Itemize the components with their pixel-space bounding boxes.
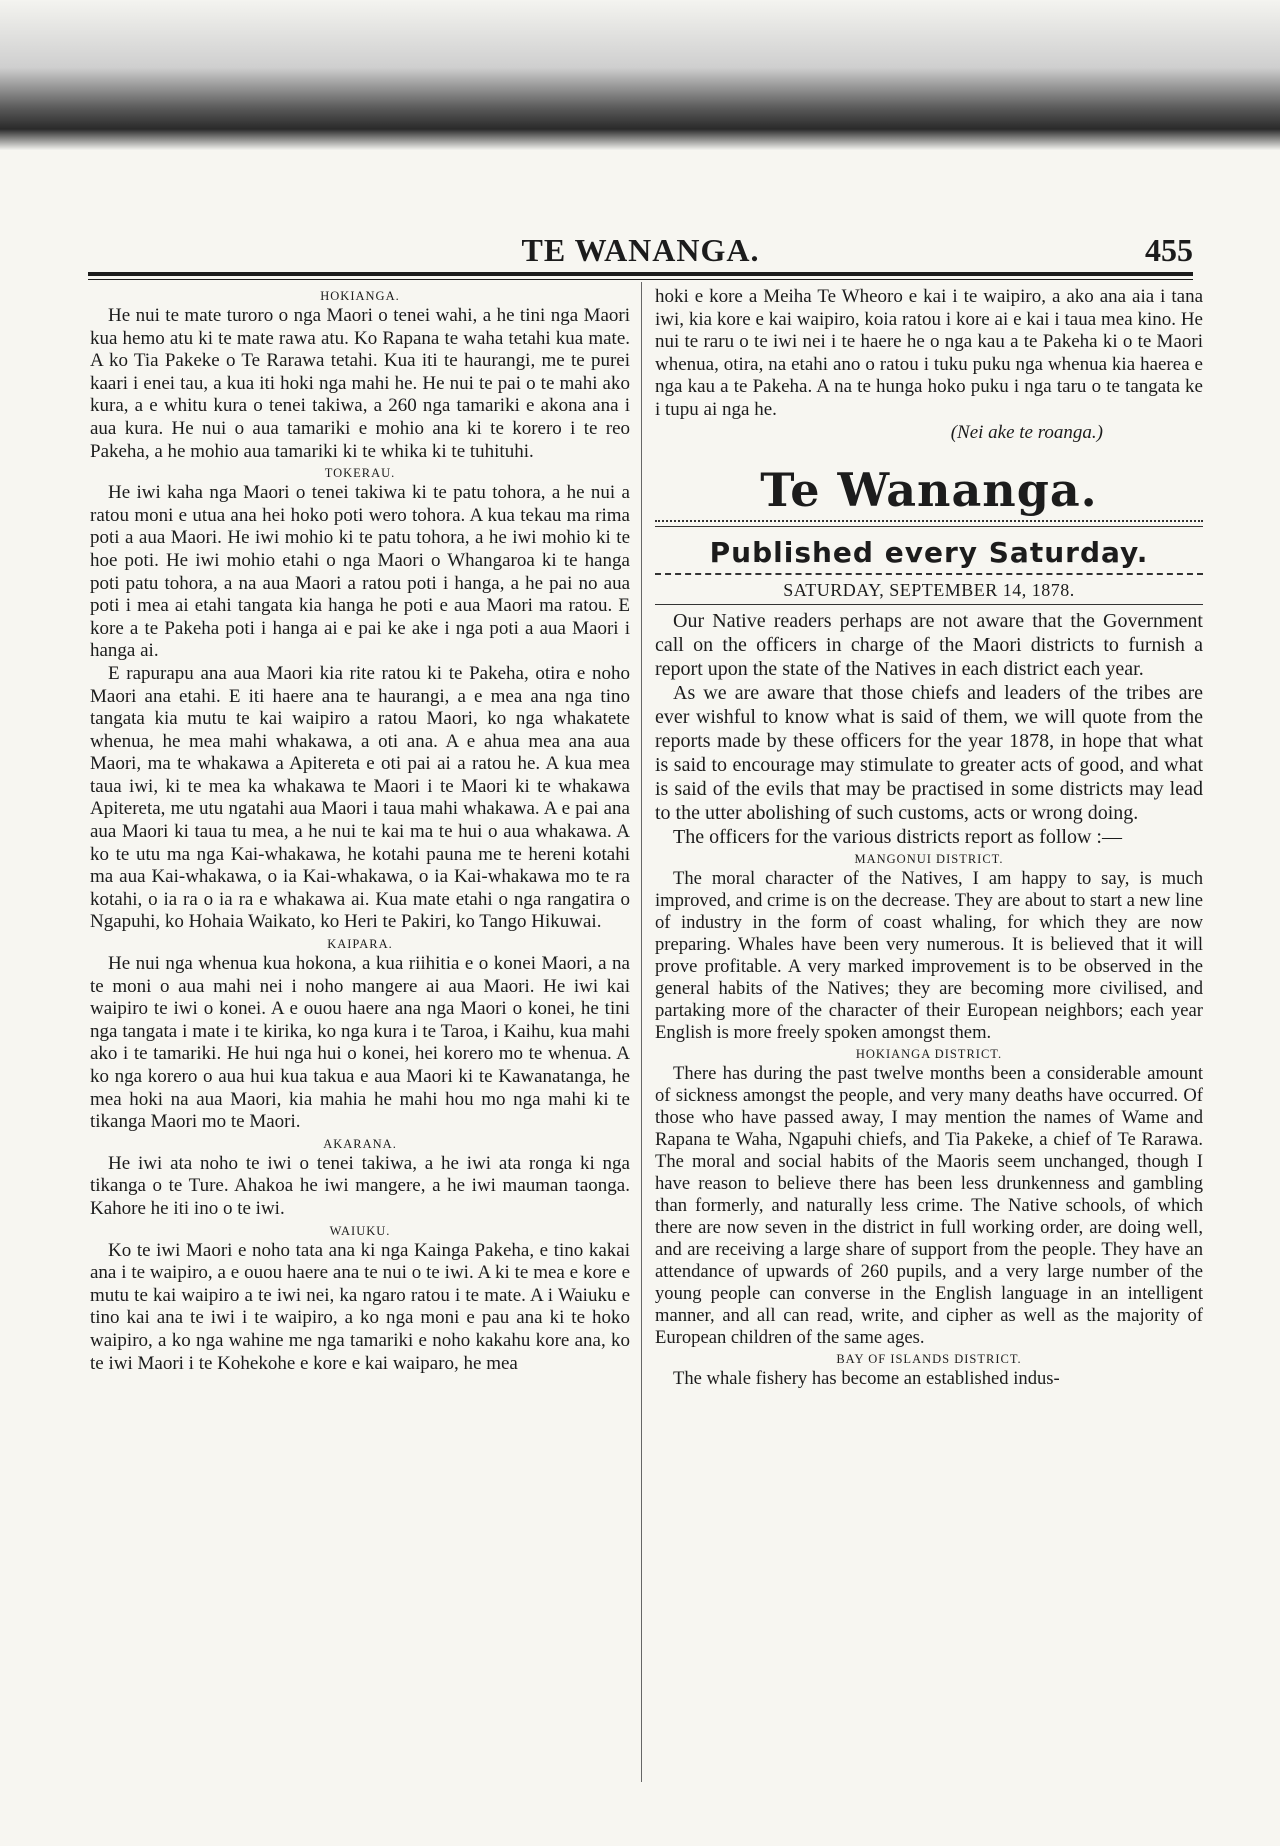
page-header xyxy=(88,232,1193,268)
editorial-paragraph-2: As we are aware that those chiefs and leaders of the tribes are ever wishful to know what is said of them, we will quote from the reports made by these officers for the year 1878, in hope that what is said to encourage may stimulate to greater acts of good, and what is said of the evils that may be practised in some districts may lead to the utter abolishing of such customs, acts or wrong doing. xyxy=(655,681,1203,824)
paragraph-continuation: hoki e kore a Meiha Te Wheoro e kai i te waipiro, a ako ana aia i tana iwi, kia kore e kai waipiro, koia ratou i kore ai e kai i taua mea kino. He nui te raru o te iwi nei i te haere he o nga kau a te Pakeha ki o te Maori whenua, otira, na etahi ano o ratou i tuku puku nga whenua kia haerea e nga kau a te Pakeha. A na te hunga hoko puku i nga taru o te tangata ke i tupu ai nga he. xyxy=(655,286,1203,420)
paragraph-hokianga: He nui te mate turoro o nga Maori o tenei wahi, a he tini nga Maori kua hemo atu ki te mate rawa atu. Ko Rapana te waha tetahi kua mate. A ko Tia Pakeke o Te Rarawa tetahi. Kua iti te haurangi, me te purei kaari i enei tau, a kua iti hoki nga mahi he. He nui te pai o te mahi ako kura, a e whitu kura o tenei takiwa, a 260 nga tamariki e akona ana i aua kura. He nui o aua tamariki e mohio ana ki te korero i te reo Pakeha, a he mohio aua tamariki ki te whika ki te tuhituhi. xyxy=(90,305,630,462)
paragraph-akarana: He iwi ata noho te iwi o tenei takiwa, a he iwi ata ronga ki nga tikanga o te Ture. Ahakoa he iwi mangere, a he iwi mauman taonga. Kahore he iti ino o te iwi. xyxy=(90,1152,630,1219)
section-heading-akarana: AKARANA. xyxy=(323,1136,397,1151)
editorial-paragraph-1: Our Native readers perhaps are not aware that the Government call on the officers in charge of the Maori districts to furnish a report upon the state of the Natives in each district each year. xyxy=(655,609,1203,680)
section-heading-hokianga-district: HOKIANGA DISTRICT. xyxy=(855,1046,1003,1061)
dateline: SATURDAY, SEPTEMBER 14, 1878. xyxy=(783,579,1075,600)
section-heading-bay-of-islands: BAY OF ISLANDS DISTRICT. xyxy=(836,1351,1022,1366)
header-rule-thin xyxy=(88,279,1193,280)
paragraph-waiuku: Ko te iwi Maori e noho tata ana ki nga Kainga Pakeha, e tino kakai ana i te waipiro, a e ouou haere ana te nui o te iwi. A ki te mea e kore e mutu te kai waipiro a te iwi nei, ka ngaro ratou i te mate. A i Waiuku e tino kai ana te iwi i te waipiro, a ko nga moni e pau ana ki te hoko waipiro, a ko nga wahine me nga tamariki e noho kakahu kore ana, ko te iwi Maori i te Kohekohe e kore e kai waiparo, he mea xyxy=(90,1239,630,1374)
column-divider xyxy=(641,282,642,1782)
header-rule xyxy=(88,272,1193,276)
editorial-paragraph-3: The officers for the various districts report as follow :— xyxy=(673,825,1122,848)
section-heading-kaipara: KAIPARA. xyxy=(327,937,393,952)
paragraph-mangonui: The moral character of the Natives, I am happy to say, is much improved, and crime is on the decrease. They are about to start a new line of industry in the form of coast whaling, for which they are now preparing. Whales have been very numerous. It is believed that it will prove profitable. A very marked improvement is to be observed in the general habits of the Natives; they are becoming more civilised, and partaking more of the character of their European neighbors; each year English is more freely spoken amongst them. xyxy=(655,867,1203,1043)
masthead-title: Te Wananga. xyxy=(760,462,1098,517)
section-heading-waiuku: WAIUKU. xyxy=(329,1223,391,1238)
paragraph-bay-of-islands: The whale fishery has become an established indus- xyxy=(673,1367,1060,1389)
published-line: Published every Saturday. xyxy=(709,535,1149,569)
paragraph-tokerau-1: He iwi kaha nga Maori o tenei takiwa ki te patu tohora, a he nui a ratou moni e utua ana hei hoko poti wero tohora. A kua tekau ma rima poti a aua Maori. He iwi mohio ki te patu tohora, a he iwi mohio ki te hoe poti. He iwi mohio etahi o nga Maori o Whangaroa ki te hanga poti patu tohora, a na aua Maori a ratou poti i hanga, a he pai no aua poti i mea ai etahi tangata kia hanga he poti e aua Maori ma ratou. E kore a te Pakeha poti i hanga ai e pai ke ake i nga poti a aua Maori i hanga ai. xyxy=(90,482,630,662)
right-column xyxy=(655,286,1203,1390)
newspaper-title: TE WANANGA. xyxy=(521,232,760,268)
paragraph-kaipara: He nui nga whenua kua hokona, a kua riihitia e o konei Maori, a na te moni o aua mahi nei i noho mangere ai aua Maori. He iwi kai waipiro te iwi o konei. A e ouou haere ana nga Maori o konei, he tini nga tangata i mate i te kirika, ko nga kura i te Taroa, i Kaihu, kua mahi ako i te tamariki. He hui nga hui o konei, hei korero mo te whenua. A ko nga korero o aua hui kua takua e aua Maori ki te Kawanatanga, he mea hoki na aua Maori, kia mahia he mahi hou mo nga mahi ki te tikanga Maori mo te Maori. xyxy=(90,953,630,1133)
section-heading-tokerau: TOKERAU. xyxy=(324,466,396,481)
scanned-page-edge xyxy=(0,0,1280,150)
masthead-rule xyxy=(655,520,1203,527)
section-heading-hokianga: HOKIANGA. xyxy=(320,289,400,303)
page-number: 455 xyxy=(1145,232,1193,268)
paragraph-hokianga-district: There has during the past twelve months been a considerable amount of sickness amongst the people, and very many deaths have occurred. Of those who have passed away, I may mention the names of Wame and Rapana te Waha, Ngapuhi chiefs, and Tia Pakeke, a chief of Te Rarawa. The moral and social habits of the Maoris seem unchanged, though I have reason to believe there has been less drunkenness and gambling than formerly, and naturally less crime. The Native schools, of which there are now seven in the district in full working order, are doing well, and are receiving a large share of support from the people. They have an attendance of upwards of 260 pupils, and a very large number of the young people can converse in the English language in an intelligent manner, and all can read, write, and cipher as well as the majority of European children of the same ages. xyxy=(655,1062,1203,1348)
left-column xyxy=(90,286,630,1375)
continued-note: (Nei ake te roanga.) xyxy=(950,421,1103,443)
paragraph-tokerau-2: E rapurapu ana aua Maori kia rite ratou ki te Pakeha, otira e noho Maori ana etahi. E iti haere ana te haurangi, a e mea ana nga tino tangata kia mutu te kai waipiro a ratou Maori, ko nga whakatete whenua, he mea mahi whakawa, a oti ana. A e ahua mea ana aua Maori, ma te whakawa a Apitereta e oti pai ai a ratou he. A kua mea taua iwi, ki te mea ka whakawa te Maori i te Maori ki te whakawa Apitereta, me utu ngatahi aua Maori i taua mahi whakawa. A e pai ana aua Maori ki taua tu mea, a he nui te kai ma te hui o aua whakawa. A ko te utu ma nga Kai-whakawa, he kotahi pauna me te hereni kotahi ma aua Kai-whakawa, o ia Kai-whakawa, o ia Kai-whakawa mo te ra kotahi, o ia ra o ia ra e whakawa ai. Kua mate etahi o nga rangatira o Ngapuhi, ko Hohaia Waikato, ko Heri te Pakiri, ko Tango Hikuwai. xyxy=(90,662,630,933)
section-heading-mangonui: MANGONUI DISTRICT. xyxy=(854,851,1004,866)
dashed-rule xyxy=(655,573,1203,575)
dateline-rule xyxy=(655,604,1203,605)
